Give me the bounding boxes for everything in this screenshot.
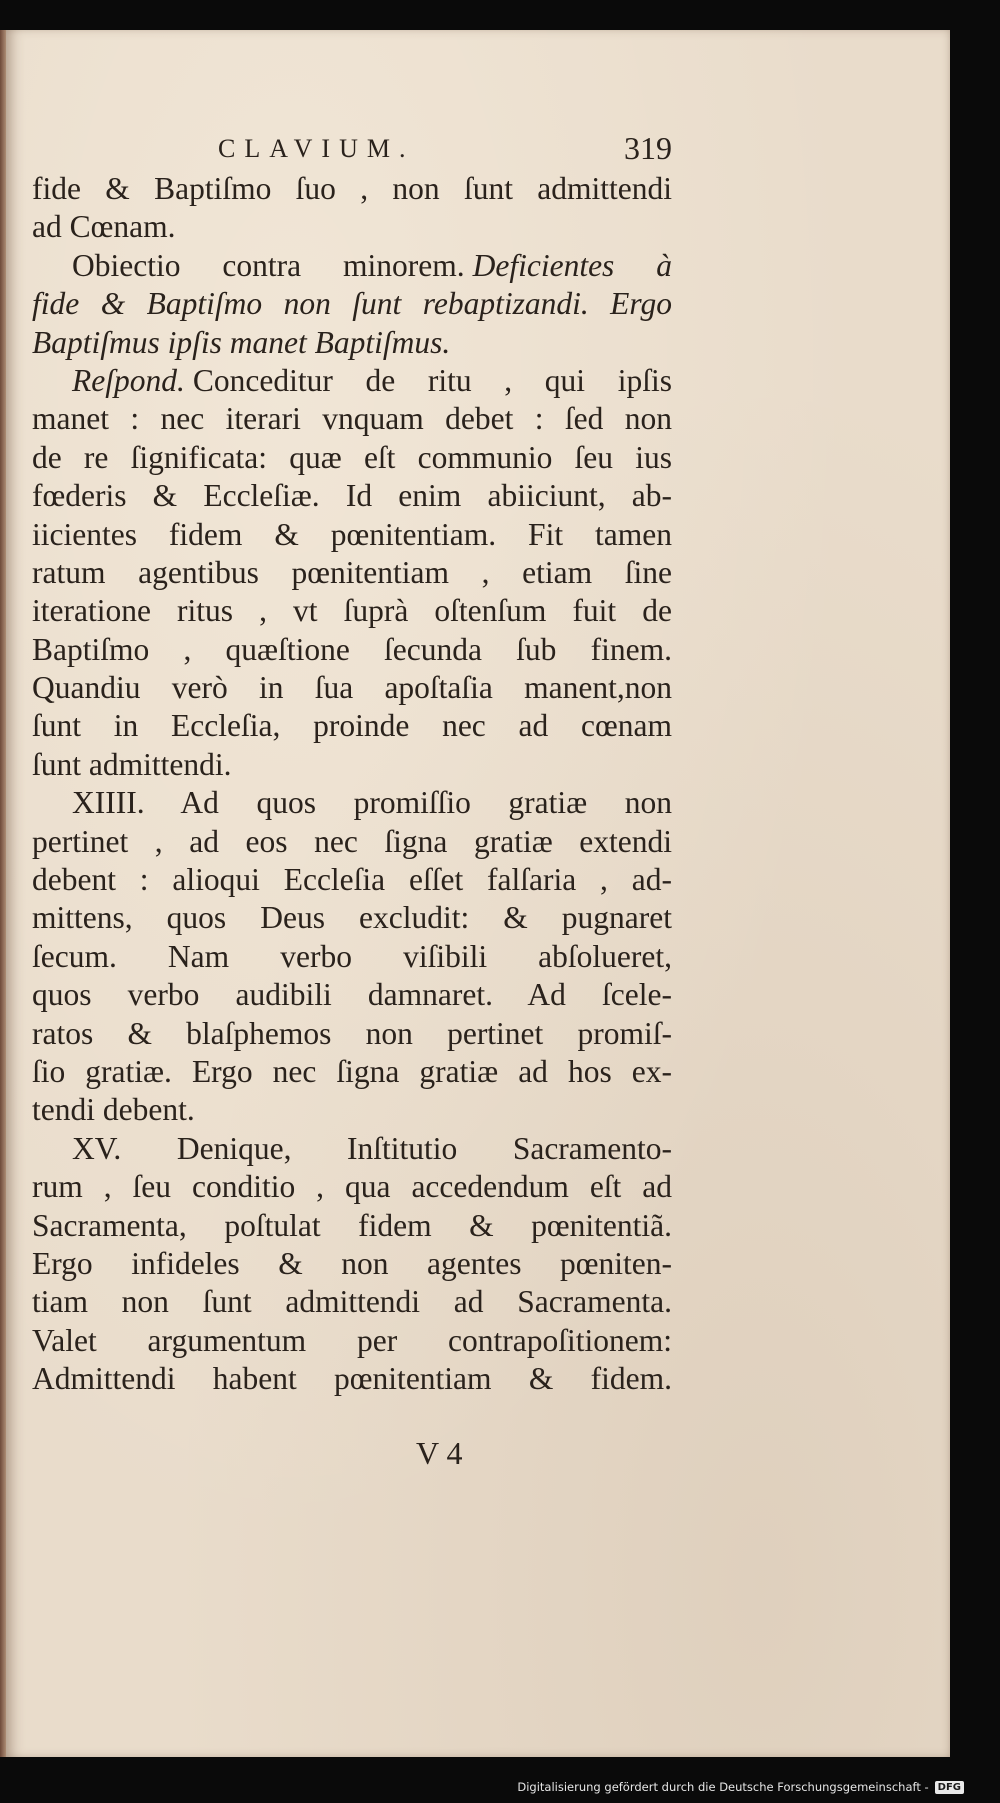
text-line: fide & Baptiſmo non ſunt rebaptizandi. Ergo	[32, 286, 672, 322]
text-line: ad Cœnam.	[32, 209, 176, 245]
digitization-credit	[517, 1777, 964, 1797]
body-text	[32, 170, 672, 1399]
text-line: tendi debent.	[32, 1092, 195, 1128]
text-line: Ergo infideles & non agentes pœniten-	[32, 1245, 672, 1281]
running-title: CLAVIUM.	[218, 134, 415, 163]
response-label: Reſpond.	[72, 362, 185, 398]
roman-text: Conceditur de ritu , qui ipſis	[192, 362, 672, 398]
text-line: tiam non ſunt admittendi ad Sacramenta.	[32, 1284, 672, 1320]
text-line: Quandiu verò in ſua apoſtaſia manent,non	[32, 670, 672, 706]
text-line: fœderis & Eccleſiæ. Id enim abiiciunt, ab-	[32, 478, 672, 514]
text-line: XV. Denique, Inſtitutio Sacramento-	[72, 1130, 672, 1166]
text-line: Sacramenta, poſtulat fidem & pœnitentiã.	[32, 1207, 672, 1243]
text-line: mittens, quos Deus excludit: & pugnaret	[32, 900, 672, 936]
page-number: 319	[624, 130, 672, 166]
running-head	[32, 130, 672, 170]
text-line: iicientes fidem & pœnitentiam. Fit tamen	[32, 516, 672, 552]
italic-text: Deficientes à	[472, 247, 672, 283]
text-line: ſunt admittendi.	[32, 746, 232, 782]
text-line: quos verbo audibili damnaret. Ad ſcele-	[32, 977, 672, 1013]
text-line: Baptiſmo , quæſtione ſecunda ſub finem.	[32, 631, 672, 667]
credit-text: Digitalisierung gefördert durch die Deutsche Forschungsgemeinschaft -	[517, 1780, 929, 1794]
text-line: manet : nec iterari vnquam debet : ſed non	[32, 401, 672, 437]
text-line: ſecum. Nam verbo viſibili abſolueret,	[32, 938, 672, 974]
text-line: ratum agentibus pœnitentiam , etiam ſine	[32, 554, 672, 590]
text-line: iteratione ritus , vt ſuprà oſtenſum fuit de	[32, 593, 672, 629]
text-line: Baptiſmus ipſis manet Baptiſmus.	[32, 324, 451, 360]
text-line: Valet argumentum per contrapoſitionem:	[32, 1322, 672, 1358]
objection-label: Obiectio contra minorem.	[72, 247, 465, 283]
text-line: ratos & blaſphemos non pertinet promiſ-	[32, 1015, 672, 1051]
text-line: pertinet , ad eos nec ſigna gratiæ extendi	[32, 823, 672, 859]
book-page	[6, 30, 950, 1757]
text-line: fide & Baptiſmo ſuo , non ſunt admittendi	[32, 171, 672, 206]
text-line: de re ſignificata: quæ eſt communio ſeu ius	[32, 439, 672, 475]
text-line: debent : alioqui Eccleſia eſſet falſaria , ad-	[32, 862, 672, 898]
text-line: rum , ſeu conditio , qua accedendum eſt ad	[32, 1169, 672, 1205]
text-line	[32, 362, 672, 400]
signature-mark: V 4	[416, 1435, 463, 1471]
text-line: ſunt in Eccleſia, proinde nec ad cœnam	[32, 708, 672, 744]
text-line: Admittendi habent pœnitentiam & fidem.	[32, 1361, 672, 1397]
dfg-logo-icon: DFG	[935, 1781, 964, 1794]
text-line: XIIII. Ad quos promiſſio gratiæ non	[72, 785, 672, 821]
text-line: ſio gratiæ. Ergo nec ſigna gratiæ ad hos ex-	[32, 1053, 672, 1089]
text-line	[32, 247, 672, 285]
